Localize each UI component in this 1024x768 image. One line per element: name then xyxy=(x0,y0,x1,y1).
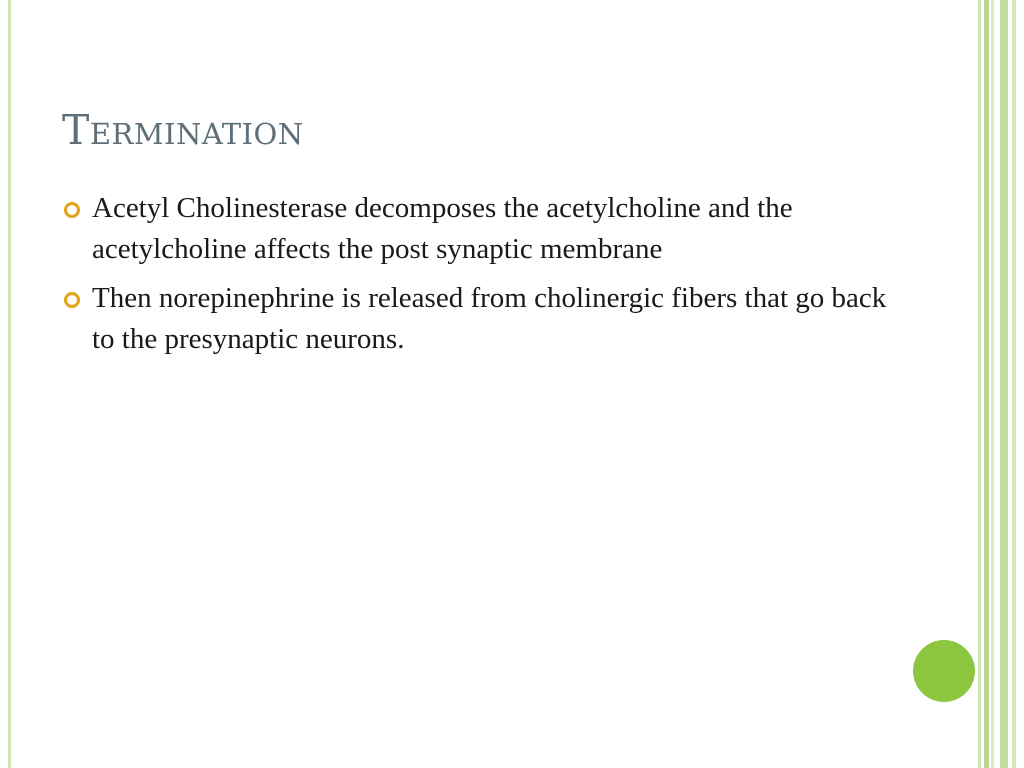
hollow-circle-bullet-icon xyxy=(64,292,80,308)
left-border-line xyxy=(8,0,11,768)
hollow-circle-bullet-icon xyxy=(64,202,80,218)
bullet-item xyxy=(62,278,892,360)
right-stripe xyxy=(1000,0,1008,768)
bullet-item xyxy=(62,188,892,270)
green-circle-icon xyxy=(913,640,975,702)
slide-title: Termination xyxy=(62,106,304,154)
bullet-text: Then norepinephrine is released from cholinergic fibers that go back to the presynaptic neurons. xyxy=(92,282,887,355)
right-stripe xyxy=(978,0,981,768)
bullet-list xyxy=(62,188,892,360)
slide-content xyxy=(62,188,892,368)
right-stripe xyxy=(984,0,989,768)
bullet-text: Acetyl Cholinesterase decomposes the acetylcholine and the acetylcholine affects the post synaptic membrane xyxy=(92,192,793,265)
right-stripe xyxy=(1012,0,1016,768)
right-stripe xyxy=(991,0,994,768)
